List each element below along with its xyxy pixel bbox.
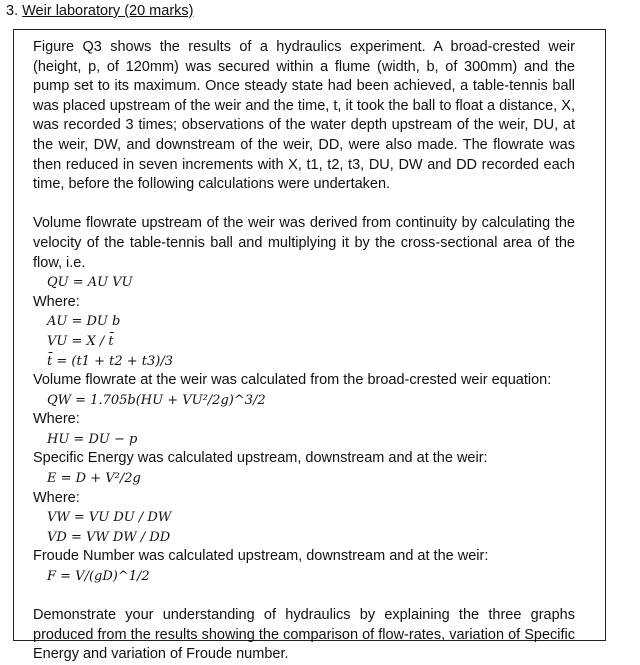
equation-qu: QU = AU VU [47,275,133,291]
equation-hu: HU = DU − p [47,431,138,447]
equation-e: E = D + V²/2g [47,471,141,487]
equation-au: AU = DU b [47,314,121,330]
where-label-1: Where: [33,293,80,310]
equation-vu: VU = X / t̄ [47,333,114,349]
intro-text: Figure Q3 shows the results of a hydraulics experiment. A broad-crested weir (height, p, of 120mm) was secured within a flume (width, b, of 300mm) and the pump set to its maximum. Once steady state had been achieved, a table-tennis ball was placed upstream of the weir and the time, t, it took the ball to float a distance, X, was recorded 3 times; observations of the water depth upstream of the weir, DU, at the weir, DW, and downstream of the weir, DD, were also made. The flowrate was then reduced in seven increments with X, t1, t2, t3, DU, DW and DD recorded each time, before the following calculations were undertaken. [33,39,575,193]
specific-energy-paragraph: Specific Energy was calculated upstream, downstream and at the weir: [33,450,488,467]
equation-vw: VW = VU DU / DW [47,510,172,526]
froude-paragraph: Froude Number was calculated upstream, downstream and at the weir: [33,548,489,565]
volume-upstream-paragraph: Volume flowrate upstream of the weir was derived from continuity by calculating the velocity of the table-tennis ball and multiplying it by the cross-sectional area of the flow, i.e. [33,215,575,271]
question-number: 3. [6,3,19,19]
where-label-3: Where: [33,489,80,506]
volume-weir-paragraph: Volume flowrate at the weir was calculated from the broad-crested weir equation: [33,372,552,389]
question-body [33,38,575,665]
intro-paragraph [33,38,575,195]
equation-tbar: t̄ = (t1 + t2 + t3)/3 [47,353,173,369]
where-label-2: Where: [33,411,80,428]
question-title: Weir laboratory (20 marks) [22,3,194,19]
closing-paragraph: Demonstrate your understanding of hydraulics by explaining the three graphs produced from the results showing the comparison of flow-rates, variation of Specific Energy and variation of Froude number. [33,607,575,663]
equation-vd: VD = VW DW / DD [47,529,171,545]
equation-qw: QW = 1.705b(HU + VU²/2g)^3/2 [47,392,266,408]
question-heading [6,3,193,19]
equation-f: F = V/(gD)^1/2 [47,569,150,585]
